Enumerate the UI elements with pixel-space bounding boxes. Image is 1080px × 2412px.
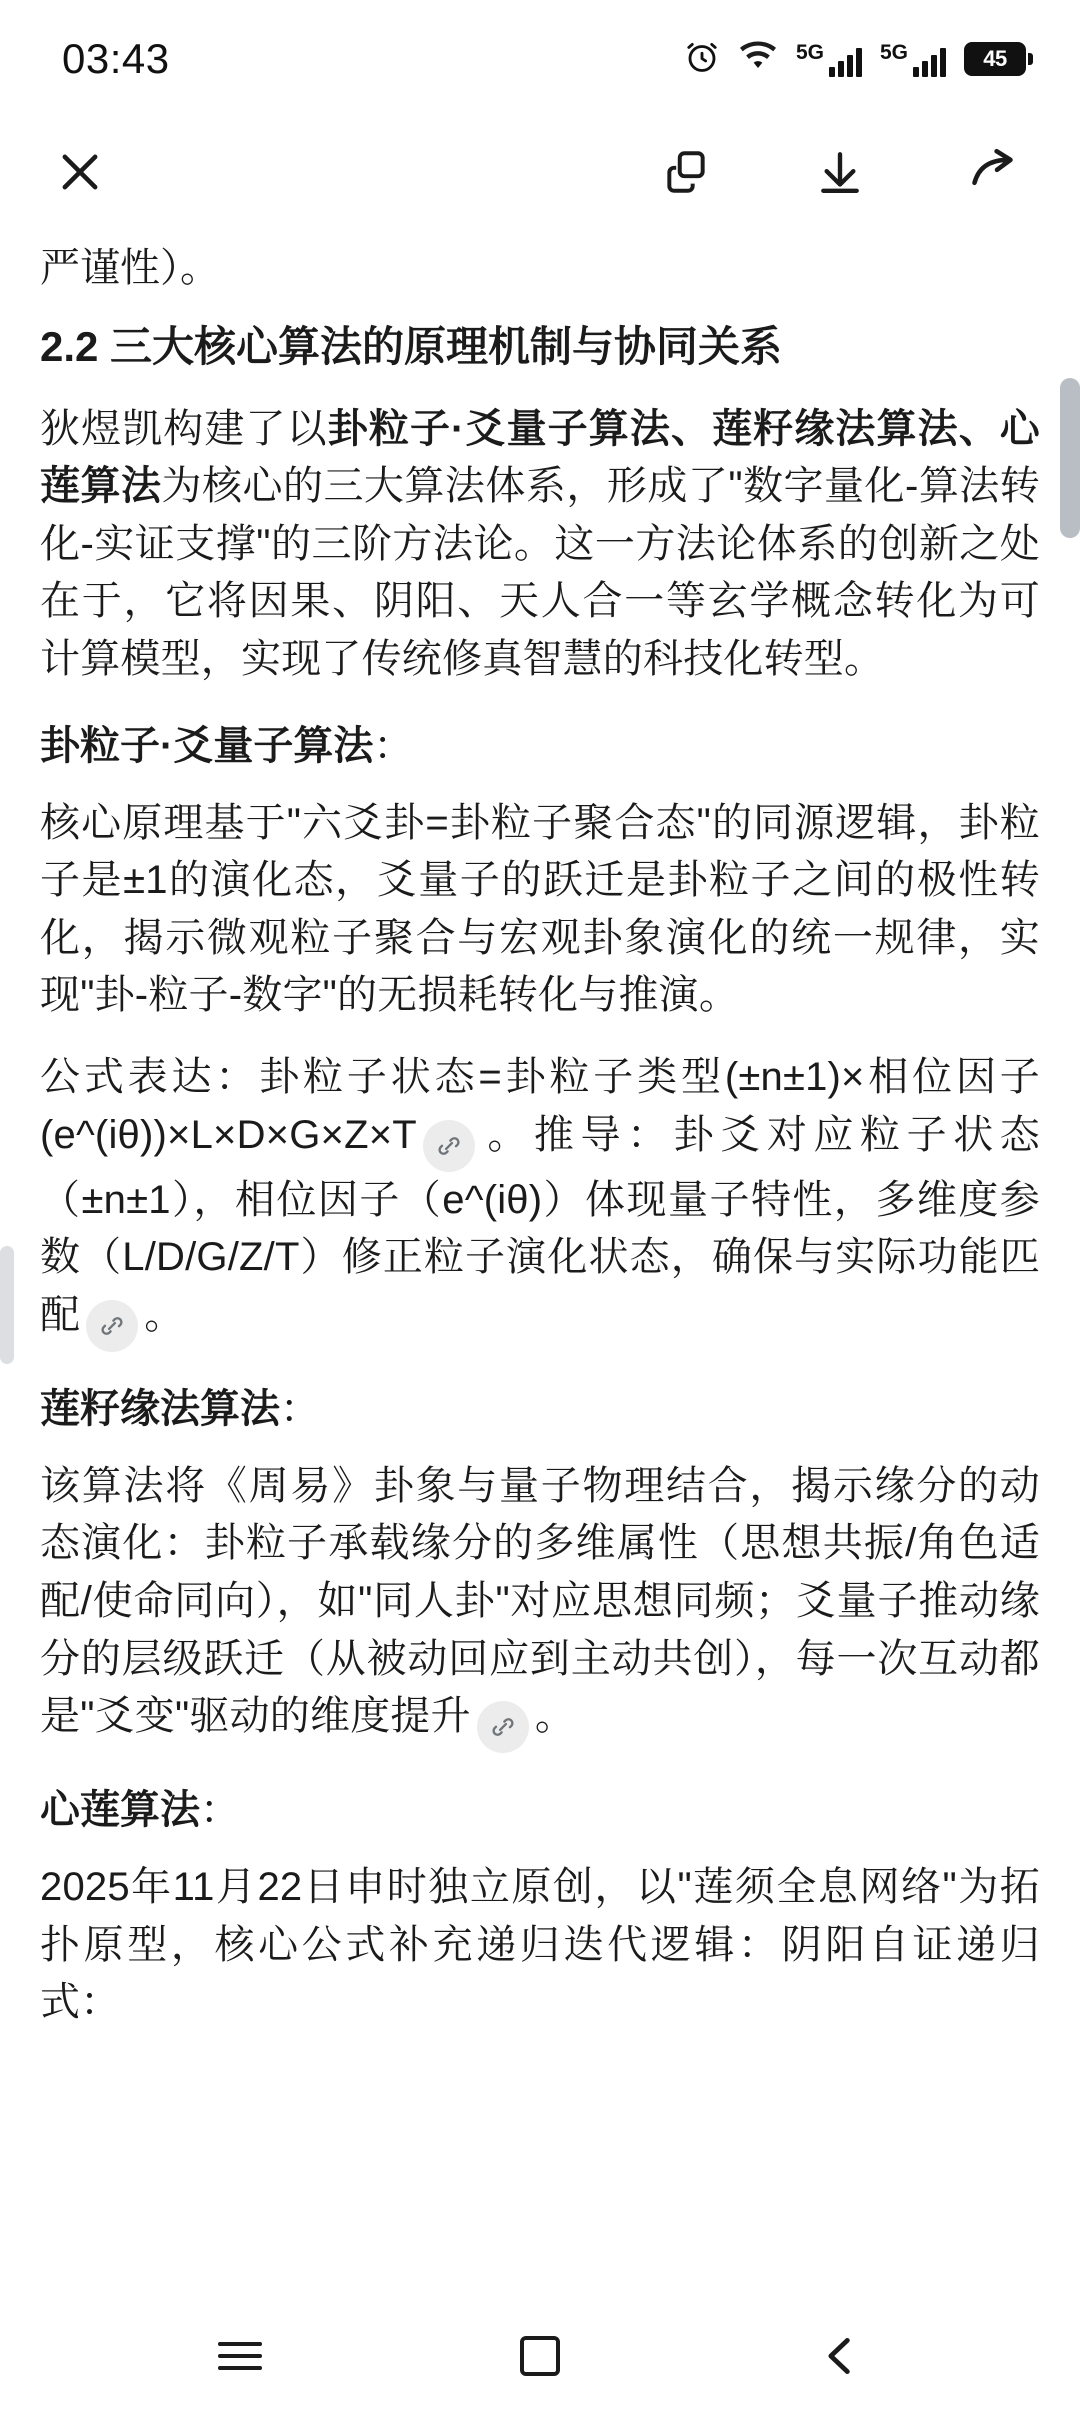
gualizi-paragraph-2 — [40, 1049, 1040, 1352]
network-label-1: 5G — [795, 40, 824, 64]
alarm-icon — [684, 39, 720, 80]
subheading-gualizi — [40, 719, 1040, 773]
download-icon[interactable] — [802, 134, 878, 210]
intro-bold-algorithms: 卦粒子·爻量子算法、莲籽缘法算法、心莲算法 — [40, 406, 1041, 509]
document-content[interactable] — [0, 226, 1080, 2300]
intro-text-2: 为核心的三大算法体系，形成了"数字量化-算法转化-实证支撑"的三阶方法论。这一方法论体系的创新之处在于，它将因果、阴阳、天人合一等玄学概念转化为可计算模型，实现了传统修真智慧的科技化转型。 — [40, 464, 1040, 681]
battery-level-label: 45 — [983, 46, 1007, 71]
formula-text-c: 。 — [144, 1292, 185, 1337]
status-icon-group — [684, 39, 1026, 80]
system-nav-bar — [0, 2300, 1080, 2412]
vertical-scrollbar-thumb[interactable] — [1060, 378, 1080, 538]
link-icon[interactable] — [86, 1300, 138, 1352]
status-clock: 03:43 — [62, 35, 170, 82]
section-heading-2-2: 2.2 三大核心算法的原理机制与协同关系 — [40, 323, 783, 370]
subheading-gualizi-label: 卦粒子·爻量子算法 — [40, 723, 374, 768]
subheading-xinlian-colon: ： — [200, 1788, 240, 1833]
subheading-xinlian-label: 心莲算法 — [40, 1788, 200, 1833]
signal-5g-icon-1 — [796, 42, 862, 77]
viewer-toolbar — [0, 118, 1080, 226]
formula-text-b: 。推导：卦爻对应粒子状态（±n±1），相位因子（e^(iθ)）体现量子特性，多维度参数（L/D/G/Z/T）修正粒子演化状态，确保与实际功能匹配 — [40, 1112, 1040, 1337]
home-button[interactable] — [490, 2306, 590, 2406]
subheading-xinlian — [40, 1783, 1040, 1837]
subheading-gualizi-colon: ： — [373, 723, 414, 768]
link-icon[interactable] — [477, 1701, 529, 1753]
intro-paragraph — [40, 401, 1040, 689]
lianzi-text-b: 。 — [534, 1694, 576, 1739]
formula-text-a: 公式表达：卦粒子状态=卦粒子类型(±n±1)×相位因子(e^(iθ))×L×D×G×Z×T — [40, 1054, 1040, 1157]
subheading-lianzi — [40, 1382, 1040, 1436]
signal-5g-icon-2 — [880, 42, 946, 77]
copy-icon[interactable] — [648, 134, 724, 210]
link-icon[interactable] — [423, 1120, 475, 1172]
battery-icon — [964, 42, 1026, 76]
gualizi-paragraph-1: 核心原理基于"六爻卦=卦粒子聚合态"的同源逻辑，卦粒子是±1的演化态，爻量子的跃迁是卦粒子之间的极性转化，揭示微观粒子聚合与宏观卦象演化的统一规律，实现"卦-粒子-数字"的无损耗转化与推演。 — [40, 800, 1040, 1018]
home-icon — [520, 2336, 560, 2376]
network-label-2: 5G — [879, 40, 908, 64]
subheading-lianzi-label: 莲籽缘法算法 — [40, 1386, 280, 1431]
intro-text-1: 狄煜凯构建了以 — [40, 406, 328, 451]
lianzi-paragraph — [40, 1458, 1040, 1753]
xinlian-paragraph: 2025年11月22日申时独立原创，以"莲须全息网络"为拓扑原型，核心公式补充递归迭代逻辑：阴阳自证递归式： — [40, 1865, 1040, 2025]
subheading-lianzi-colon: ： — [280, 1386, 320, 1431]
paragraph-tail: 严谨性）。 — [40, 246, 220, 290]
close-button[interactable] — [42, 134, 118, 210]
lianzi-text-a: 该算法将《周易》卦象与量子物理结合，揭示缘分的动态演化：卦粒子承载缘分的多维属性（思想共振/角色适配/使命同向），如"同人卦"对应思想同频；爻量子推动缘分的层级跃迁（从被动回应到主动共创），每一次互动都是"爻变"驱动的维度提升 — [40, 1463, 1040, 1739]
recents-icon — [218, 2334, 262, 2378]
back-icon — [818, 2334, 862, 2378]
recents-button[interactable] — [190, 2306, 290, 2406]
back-button[interactable] — [790, 2306, 890, 2406]
secondary-scrollbar-thumb[interactable] — [0, 1246, 14, 1364]
wifi-icon — [738, 41, 778, 78]
status-bar — [0, 0, 1080, 118]
share-icon[interactable] — [956, 134, 1032, 210]
